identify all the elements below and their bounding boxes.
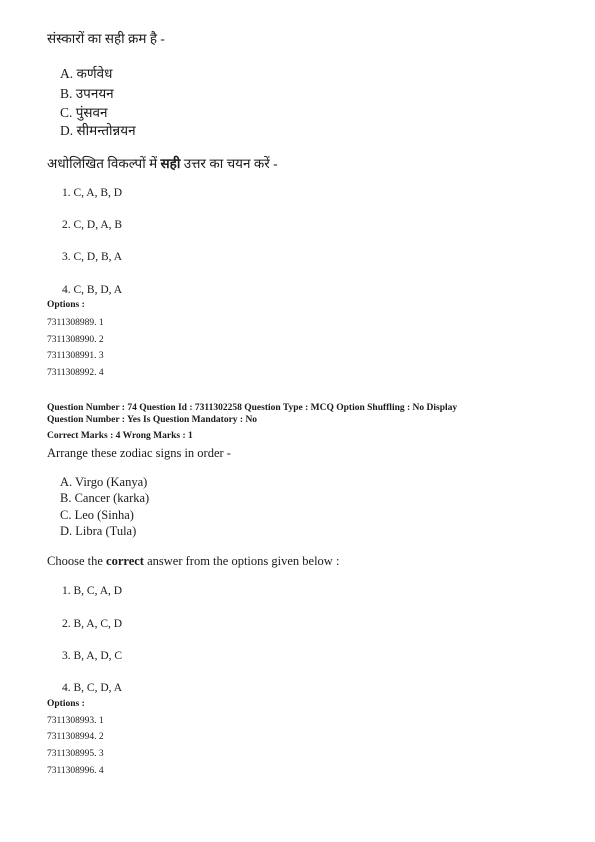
answer-choice: 4. C, B, D, A xyxy=(62,284,123,296)
list-item: B. Cancer (karka) xyxy=(60,491,150,505)
option-id: 7311308992. 4 xyxy=(47,368,104,378)
answer-choice: 4. B, C, D, A xyxy=(62,682,123,694)
options-label: Options : xyxy=(47,300,85,310)
list-item: A. कर्णवेध xyxy=(60,66,113,81)
question-stem: संस्कारों का सही क्रम है - xyxy=(47,31,165,46)
option-id: 7311308991. 3 xyxy=(47,351,104,361)
emphasis-text: सही xyxy=(160,156,181,171)
options-label: Options : xyxy=(47,699,85,709)
list-item: C. पुंसवन xyxy=(60,105,108,120)
answer-choice: 1. C, A, B, D xyxy=(62,187,123,199)
question-meta: Question Number : Yes Is Question Mandatory : No xyxy=(47,415,258,425)
answer-choice: 1. B, C, A, D xyxy=(62,585,123,597)
answer-choice: 2. B, A, C, D xyxy=(62,618,123,630)
list-item: D. Libra (Tula) xyxy=(60,524,137,538)
question-meta: Correct Marks : 4 Wrong Marks : 1 xyxy=(47,431,193,441)
answer-choice: 3. B, A, D, C xyxy=(62,650,123,662)
option-id: 7311308990. 2 xyxy=(47,335,104,345)
option-id: 7311308989. 1 xyxy=(47,318,104,328)
list-item: D. सीमन्तोन्नयन xyxy=(60,123,136,138)
emphasis-text: correct xyxy=(106,554,144,568)
instruction-text: अधोलिखित विकल्पों में सही उत्तर का चयन करें - xyxy=(47,156,278,171)
list-item: A. Virgo (Kanya) xyxy=(60,475,148,489)
option-id: 7311308996. 4 xyxy=(47,766,104,776)
question-stem: Arrange these zodiac signs in order - xyxy=(47,446,231,460)
answer-choice: 3. C, D, B, A xyxy=(62,251,123,263)
instruction-text: Choose the correct answer from the options given below : xyxy=(47,554,340,568)
list-item: C. Leo (Sinha) xyxy=(60,508,134,522)
answer-choice: 2. C, D, A, B xyxy=(62,219,123,231)
option-id: 7311308994. 2 xyxy=(47,732,104,742)
option-id: 7311308995. 3 xyxy=(47,749,104,759)
question-meta: Question Number : 74 Question Id : 7311302258 Question Type : MCQ Option Shuffling : No Display xyxy=(47,403,458,413)
list-item: B. उपनयन xyxy=(60,86,114,101)
option-id: 7311308993. 1 xyxy=(47,716,104,726)
